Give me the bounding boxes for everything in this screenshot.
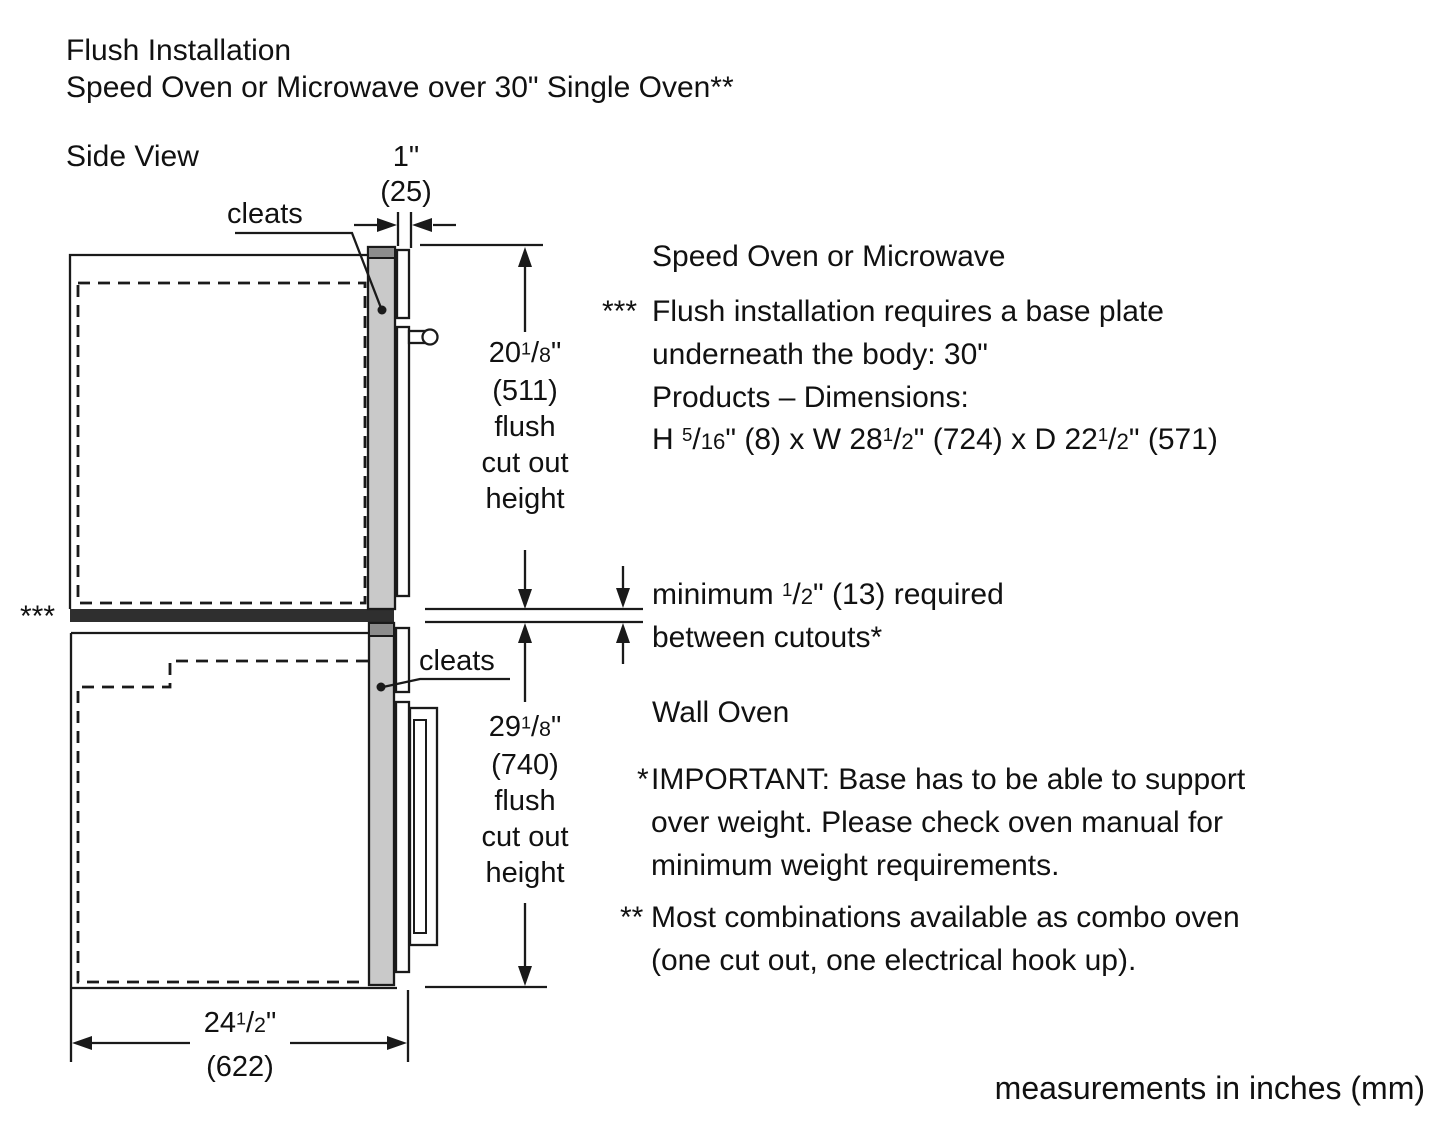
important-note-line2: over weight. Please check oven manual for [651,806,1223,839]
depth-mm: (622) [206,1051,274,1083]
flush-note-line1: Flush installation requires a base plate [652,295,1164,328]
lower-cutout-caption-1: flush [494,785,556,817]
upper-cutout-caption-3: height [485,483,565,515]
important-note-line3: minimum weight requirements. [651,849,1060,882]
lower-cutout-caption-2: cut out [481,821,569,853]
lower-cutout-inches: $29^1/8$" [488,711,562,743]
lower-cleat [369,623,394,985]
upper-cutout-dimension-label [433,335,617,517]
min-gap-note-line1: minimum $^1$/2" (13) required [652,578,1004,611]
side-view-label: Side View [66,140,199,173]
flush-note-line3: Products – Dimensions: [652,381,969,414]
flush-note-line2: underneath the body: 30" [652,338,988,371]
cleats-top-leader-dot [378,306,387,315]
combo-note-line2: (one cut out, one electrical hook up). [651,944,1137,977]
lower-cutout-mm: (740) [491,749,559,781]
base-plate [70,609,394,622]
lower-cleat-cap [369,623,394,636]
combo-note-marker: ** [620,901,644,934]
cleats-label-bottom: cleats [419,645,495,677]
units-note: measurements in inches (mm) [994,1070,1425,1106]
arrowhead-down [518,589,532,609]
arrowhead-down [518,966,532,986]
arrowhead-up [518,623,532,643]
upper-cleat-cap [368,247,395,258]
lower-cutout-dashed-outline [78,661,368,982]
upper-cutout-mm: (511) [492,375,558,407]
upper-cabinet-outline [70,255,368,609]
arrowhead-left [72,1036,92,1050]
base-plate-marker: *** [20,600,56,633]
wall-oven-heading: Wall Oven [652,696,790,729]
arrowhead-right [387,1036,407,1050]
wall-oven-front-panel [396,702,409,972]
arrowhead-right [377,218,397,232]
upper-cutout-caption-1: flush [494,411,556,443]
cleats-bottom-leader-dot [377,683,386,692]
important-note-line1: IMPORTANT: Base has to be able to support [651,763,1246,796]
arrowhead-up [518,247,532,267]
arrowhead-up [616,623,630,643]
cleat-depth-inches: 1" [392,141,420,173]
arrowhead-left [412,218,432,232]
arrowhead-down [616,588,630,608]
important-note-marker: * [637,763,649,796]
combo-note-line1: Most combinations available as combo oven [651,901,1240,934]
upper-control-panel [397,250,409,318]
upper-oven-side-view [70,247,438,622]
upper-door-panel [397,327,409,596]
upper-cleat [368,247,395,609]
flush-note-marker: *** [602,295,638,328]
lower-cutout-caption-3: height [485,857,565,889]
page-title-line1: Flush Installation [66,34,292,67]
wall-oven-door-inner [414,720,426,933]
cleats-top-leader [235,233,381,308]
speed-oven-heading: Speed Oven or Microwave [652,240,1006,273]
flush-note-line4: H $^5$/16" (8) x W $28^1/2$" (724) x D $22^1/2$" (571) [652,423,1218,456]
upper-cutout-caption-2: cut out [481,447,569,479]
min-gap-note-line2: between cutouts* [652,621,883,654]
page-title-line2: Speed Oven or Microwave over 30" Single Oven** [66,71,734,104]
upper-cutout-inches: $20^1/8$" [488,337,562,369]
upper-cutout-dashed-outline [78,283,365,603]
cleat-depth-mm: (25) [380,176,432,208]
cleats-label-top: cleats [227,198,303,230]
depth-inches: $24^1/2$" [203,1007,277,1039]
lower-cutout-dimension-label [433,709,617,891]
